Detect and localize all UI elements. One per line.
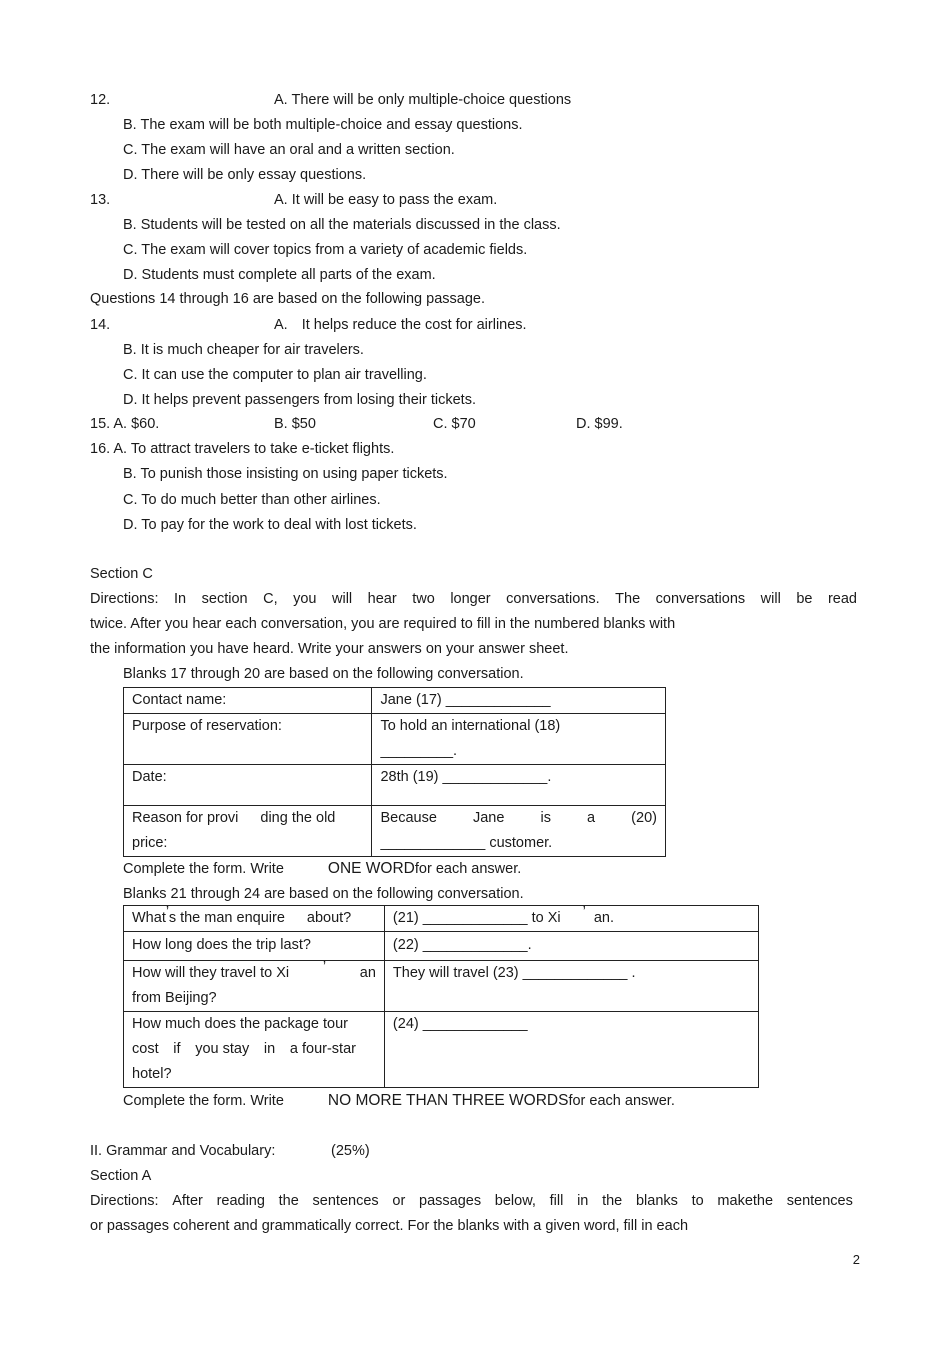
form2-value-cost: (24) _____________	[384, 1012, 758, 1088]
table-row	[124, 806, 666, 857]
q12-option-c: C. The exam will have an oral and a written section.	[123, 142, 455, 158]
form2-label-travel	[124, 961, 385, 1012]
form2-value-duration: (22) _____________.	[384, 932, 758, 961]
dir-word: you	[293, 591, 317, 607]
q12-option-b: B. The exam will be both multiple-choice and essay questions.	[123, 117, 523, 133]
dir-word: read	[827, 591, 857, 607]
form2-note-emphasis: NO MORE THAN THREE WORDS	[327, 1092, 569, 1109]
form2-label-enquire-part-c: about?	[306, 910, 352, 926]
form1-value-purpose	[372, 714, 666, 765]
dir-word: section	[201, 591, 248, 607]
form2-label-enquire	[124, 906, 385, 932]
q12-number: 12.	[90, 92, 111, 108]
dir-word: blanks	[635, 1193, 678, 1209]
dir-word: the	[602, 1193, 623, 1209]
form1-value-reason-line1	[380, 806, 657, 831]
apostrophe-mark: ’	[322, 959, 327, 975]
q13-option-d: D. Students must complete all parts of the exam.	[123, 267, 436, 283]
form1-label-purpose: Purpose of reservation:	[124, 714, 372, 765]
form2-label-cost-line1: How much does the package tour	[132, 1016, 349, 1032]
dir-word: conversations.	[506, 591, 600, 607]
reason-word: (20)	[631, 810, 657, 826]
dir-word: sentences	[786, 1193, 853, 1209]
form1-label-contact: Contact name:	[124, 688, 372, 714]
q16-option-a: 16. A. To attract travelers to take e-ticket flights.	[90, 441, 395, 457]
form2-value-travel: They will travel (23) _____________ .	[384, 961, 758, 1012]
q15-option-d: D. $99.	[576, 416, 623, 432]
q14-option-a-text: It helps reduce the cost for airlines.	[301, 317, 527, 333]
form1-label-reason-part-b: ding the old	[260, 810, 336, 826]
part2-directions-line1	[90, 1192, 853, 1210]
form2-note-part-c: for each answer.	[568, 1093, 675, 1109]
form1-value-reason	[372, 806, 666, 857]
part2-directions-line2: or passages coherent and grammatically correct. For the blanks with a given word, fill in each	[90, 1218, 689, 1234]
dir-word: longer	[450, 591, 491, 607]
cost-word: if	[173, 1041, 181, 1057]
form2-label-travel-line2: from Beijing?	[132, 990, 217, 1006]
dir-word: reading	[216, 1193, 265, 1209]
dir-word: sentences	[312, 1193, 379, 1209]
q16-option-d: D. To pay for the work to deal with lost tickets.	[123, 517, 417, 533]
reason-word: a	[587, 810, 596, 826]
dir-word: will	[332, 591, 353, 607]
apostrophe-mark: ’	[582, 904, 586, 920]
form1-note-part-a: Complete the form. Write	[123, 861, 284, 877]
dir-word: The	[615, 591, 641, 607]
form1-value-date: 28th (19) _____________.	[372, 765, 666, 806]
form1-note	[123, 860, 521, 878]
dir-word: In	[174, 591, 187, 607]
q14-option-c: C. It can use the computer to plan air travelling.	[123, 367, 427, 383]
dir-word: makethe	[717, 1193, 774, 1209]
table-row	[124, 688, 666, 714]
part2-percent: (25%)	[331, 1143, 370, 1159]
q13-option-c: C. The exam will cover topics from a variety of academic fields.	[123, 242, 528, 258]
cost-word: cost	[132, 1041, 159, 1057]
form1-value-purpose-line2: _________.	[380, 743, 458, 759]
form2-table	[123, 905, 759, 1088]
form1-intro: Blanks 17 through 20 are based on the following conversation.	[123, 666, 524, 682]
dir-word: hear	[367, 591, 397, 607]
form2-label-travel-part-b: an	[359, 965, 376, 981]
form2-note-part-a: Complete the form. Write	[123, 1093, 284, 1109]
table-row	[124, 1012, 759, 1088]
q14-option-a-letter: A.	[274, 317, 288, 333]
form2-label-enquire-part-b: s the man enquire	[168, 910, 285, 926]
form2-intro: Blanks 21 through 24 are based on the following conversation.	[123, 886, 524, 902]
part2-title: II. Grammar and Vocabulary:	[90, 1143, 276, 1159]
q13-number: 13.	[90, 192, 111, 208]
dir-word: two	[412, 591, 435, 607]
q13-option-a: A. It will be easy to pass the exam.	[274, 192, 498, 208]
dir-word: Directions:	[90, 591, 159, 607]
dir-word: Directions:	[90, 1193, 159, 1209]
q16-option-c: C. To do much better than other airlines.	[123, 492, 381, 508]
q15-option-a: 15. A. $60.	[90, 416, 160, 432]
form1-value-reason-line2: _____________ customer.	[380, 835, 553, 851]
form1-note-part-c: for each answer.	[414, 861, 522, 877]
dir-word: C,	[263, 591, 278, 607]
form2-value-enquire-part-b: an.	[593, 910, 615, 926]
q15-option-c: C. $70	[433, 416, 476, 432]
section-c-directions-line1	[90, 590, 857, 608]
apostrophe-mark: ’	[165, 904, 169, 920]
section-c-directions-line2: twice. After you hear each conversation, you are required to fill in the numbered blanks with	[90, 616, 676, 632]
dir-word: fill	[549, 1193, 564, 1209]
q14-option-b: B. It is much cheaper for air travelers.	[123, 342, 364, 358]
table-row	[124, 961, 759, 1012]
q14-option-a	[274, 316, 527, 334]
form1-label-reason-part-a: Reason for provi	[132, 810, 239, 826]
form1-label-reason	[124, 806, 372, 857]
q12-option-a: A. There will be only multiple-choice questions	[274, 92, 572, 108]
dir-word: in	[577, 1193, 589, 1209]
cost-word: in	[263, 1041, 276, 1057]
form2-value-enquire	[384, 906, 758, 932]
dir-word: passages	[419, 1193, 482, 1209]
form2-label-cost-line3: hotel?	[132, 1066, 172, 1082]
form1-note-emphasis: ONE WORD	[327, 860, 415, 877]
cost-word: a four-star	[289, 1041, 356, 1057]
table-row	[124, 906, 759, 932]
dir-word: After	[172, 1193, 203, 1209]
table-row	[124, 714, 666, 765]
page-number: 2	[852, 1252, 860, 1267]
section-c-title: Section C	[90, 566, 153, 582]
form1-value-contact: Jane (17) _____________	[372, 688, 666, 714]
q14-number: 14.	[90, 317, 111, 333]
dir-word: will	[760, 591, 781, 607]
dir-word: to	[691, 1193, 704, 1209]
cost-word: you stay	[195, 1041, 250, 1057]
reason-word: Jane	[472, 810, 505, 826]
form2-label-duration: How long does the trip last?	[124, 932, 385, 961]
q13-option-b: B. Students will be tested on all the materials discussed in the class.	[123, 217, 561, 233]
table-row	[124, 932, 759, 961]
intro-14-16: Questions 14 through 16 are based on the following passage.	[90, 291, 485, 307]
form1-label-date: Date:	[124, 765, 372, 806]
form1-label-reason-line2: price:	[132, 835, 168, 851]
dir-word: or	[392, 1193, 406, 1209]
reason-word: Because	[380, 810, 437, 826]
form1-table	[123, 687, 666, 857]
dir-word: below,	[494, 1193, 536, 1209]
form2-value-enquire-part-a: (21) _____________ to Xi	[392, 910, 561, 926]
form1-value-purpose-line1: To hold an international (18)	[380, 718, 561, 734]
form2-label-cost-line2	[132, 1037, 356, 1062]
dir-word: conversations	[655, 591, 746, 607]
form2-label-travel-part-a: How will they travel to Xi	[132, 965, 290, 981]
dir-word: the	[278, 1193, 299, 1209]
q14-option-d: D. It helps prevent passengers from losing their tickets.	[123, 392, 476, 408]
part2-section-a: Section A	[90, 1168, 152, 1184]
q16-option-b: B. To punish those insisting on using paper tickets.	[123, 466, 448, 482]
q12-option-d: D. There will be only essay questions.	[123, 167, 367, 183]
reason-word: is	[540, 810, 551, 826]
section-c-directions-line3: the information you have heard. Write your answers on your answer sheet.	[90, 641, 569, 657]
table-row	[124, 765, 666, 806]
form2-label-cost	[124, 1012, 385, 1088]
q15-option-b: B. $50	[274, 416, 316, 432]
form2-note	[123, 1092, 675, 1110]
form2-label-travel-line1	[132, 961, 376, 986]
dir-word: be	[796, 591, 813, 607]
form1-label-reason-line1	[132, 806, 363, 831]
form2-label-enquire-part-a: What	[132, 910, 166, 926]
